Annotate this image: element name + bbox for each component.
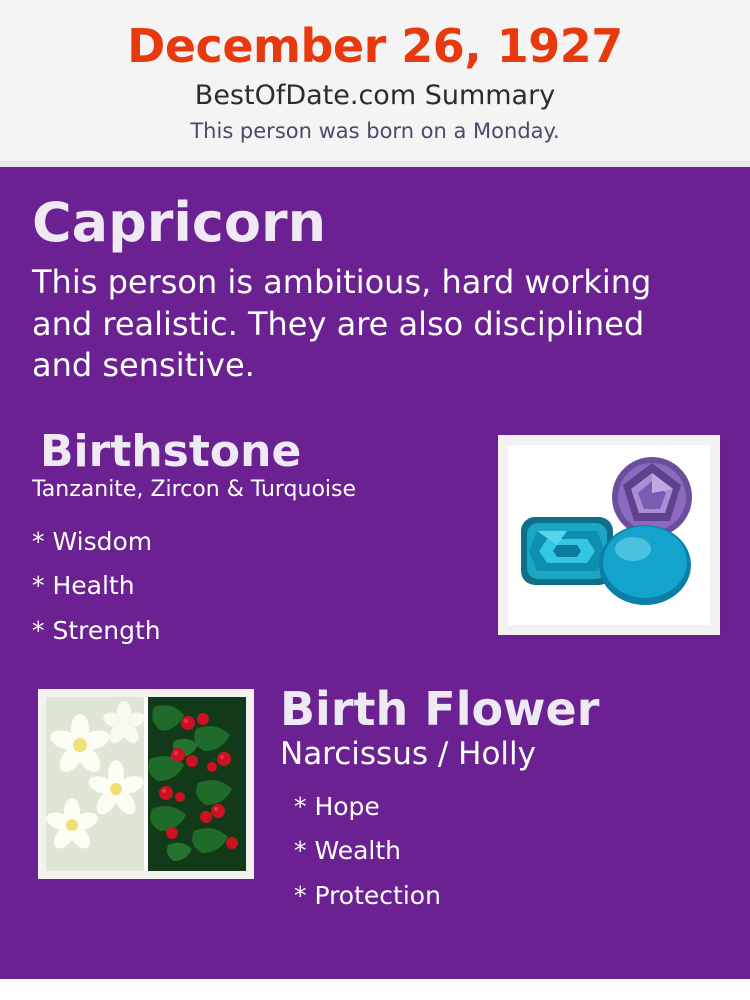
narcissus-holly-photo xyxy=(46,697,246,871)
birthstone-gems-photo xyxy=(508,445,710,625)
birth-flower-title: Birth Flower xyxy=(280,681,600,736)
header xyxy=(0,0,750,167)
birth-flower-names: Narcissus / Holly xyxy=(280,735,537,772)
birthstone-title: Birthstone xyxy=(40,425,302,477)
list-item: * Wealth xyxy=(294,836,401,866)
birth-flower-text xyxy=(280,681,718,918)
list-item: * Hope xyxy=(294,791,380,821)
birth-flower-image-frame xyxy=(38,689,254,879)
list-item: * Health xyxy=(32,571,135,601)
birthstone-section xyxy=(32,425,718,661)
site-name: BestOfDate.com Summary xyxy=(194,80,556,112)
list-item: * Protection xyxy=(294,880,441,910)
zodiac-sign-name: Capricorn xyxy=(32,191,327,255)
birthstone-image-frame xyxy=(498,435,720,635)
page-title: December 26, 1927 xyxy=(127,19,623,73)
list-item: * Strength xyxy=(32,615,161,645)
content-body xyxy=(0,167,750,979)
birth-flower-traits xyxy=(294,785,718,919)
birthstone-names: Tanzanite, Zircon & Turquoise xyxy=(32,477,357,503)
birth-day-note: This person was born on a Monday. xyxy=(190,119,560,144)
list-item: * Wisdom xyxy=(32,526,153,556)
birth-flower-section xyxy=(32,681,718,918)
zodiac-description: This person is ambitious, hard working and realistic. They are also disciplined and sensitive. xyxy=(32,263,652,385)
